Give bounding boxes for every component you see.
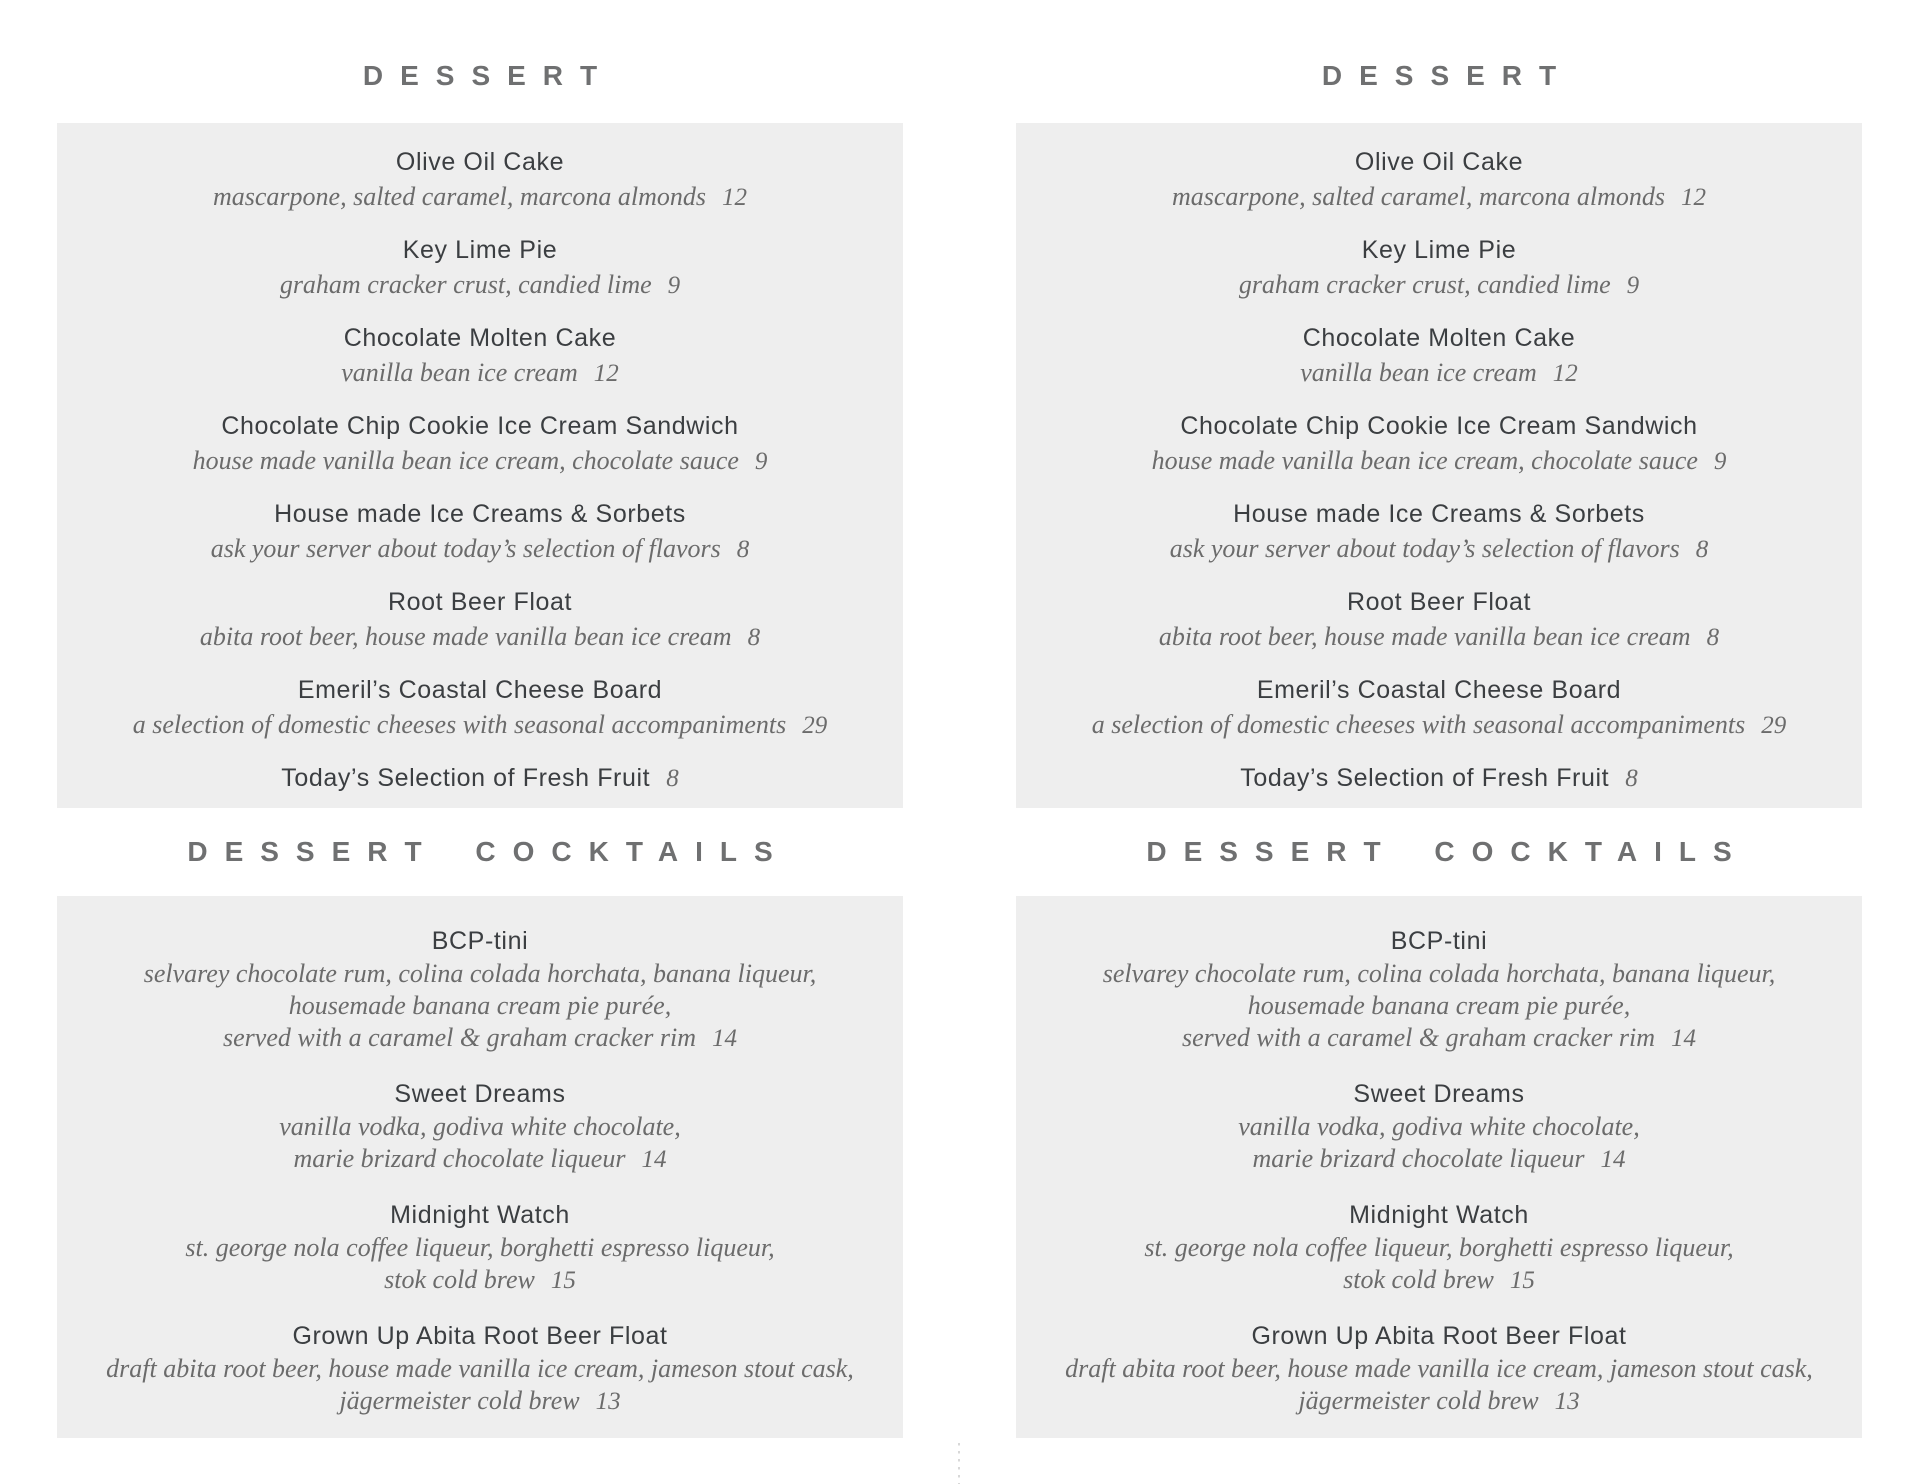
item-name: Sweet Dreams xyxy=(1353,1080,1525,1108)
menu-item xyxy=(1016,496,1862,567)
fold-dotted-line xyxy=(958,1443,960,1484)
item-name: Chocolate Molten Cake xyxy=(1302,324,1576,352)
item-description: ask your server about today’s selection of flavors 8 xyxy=(1169,534,1709,563)
item-price: 8 xyxy=(666,765,679,792)
menu-panel-right xyxy=(1016,0,1862,1484)
item-description: selvarey chocolate rum, colina colada horchata, banana liqueur, xyxy=(143,959,817,988)
menu-item xyxy=(57,924,903,1055)
item-description: stok cold brew 15 xyxy=(384,1265,576,1294)
item-price: 8 xyxy=(1706,624,1720,651)
item-name: Chocolate Chip Cookie Ice Cream Sandwich xyxy=(221,412,739,440)
item-name: Midnight Watch xyxy=(390,1201,570,1229)
item-description: vanilla vodka, godiva white chocolate, xyxy=(279,1112,681,1141)
item-price: 29 xyxy=(1761,712,1787,739)
menu-item xyxy=(1016,232,1862,303)
item-description: graham cracker crust, candied lime 9 xyxy=(1238,270,1640,299)
item-price: 14 xyxy=(641,1146,667,1173)
item-price: 15 xyxy=(1509,1267,1535,1294)
item-description: abita root beer, house made vanilla bean ice cream 8 xyxy=(199,622,761,651)
item-name: Emeril’s Coastal Cheese Board xyxy=(1256,676,1622,704)
menu-item xyxy=(1016,672,1862,743)
item-name: Emeril’s Coastal Cheese Board xyxy=(297,676,663,704)
item-price: 8 xyxy=(1695,536,1709,563)
item-description: marie brizard chocolate liqueur 14 xyxy=(1252,1144,1626,1173)
item-description: housemade banana cream pie purée, xyxy=(288,991,672,1020)
item-description: graham cracker crust, candied lime 9 xyxy=(279,270,681,299)
item-price: 13 xyxy=(595,1388,621,1415)
menu-item xyxy=(1016,408,1862,479)
item-name: Sweet Dreams xyxy=(394,1080,566,1108)
item-name: Key Lime Pie xyxy=(402,236,558,264)
menu-item xyxy=(1016,1077,1862,1176)
dessert-heading: DESSERT xyxy=(362,60,615,91)
item-description: a selection of domestic cheeses with seasonal accompaniments 29 xyxy=(132,710,828,739)
item-description: house made vanilla bean ice cream, chocolate sauce 9 xyxy=(192,446,768,475)
item-description: vanilla bean ice cream 12 xyxy=(1300,358,1578,387)
item-price: 14 xyxy=(711,1025,737,1052)
menu-item xyxy=(57,584,903,655)
item-price: 9 xyxy=(754,448,768,475)
dessert-cocktails-heading: DESSERT COCKTAILS xyxy=(187,836,790,867)
item-description: abita root beer, house made vanilla bean ice cream 8 xyxy=(1158,622,1720,651)
item-description: housemade banana cream pie purée, xyxy=(1247,991,1631,1020)
item-price: 8 xyxy=(747,624,761,651)
menu-item xyxy=(57,496,903,567)
item-description: vanilla bean ice cream 12 xyxy=(341,358,619,387)
menu-item xyxy=(1016,924,1862,1055)
menu-item xyxy=(1016,144,1862,215)
item-price: 9 xyxy=(1626,272,1640,299)
dessert-items-box xyxy=(57,123,903,808)
menu-panel-left xyxy=(57,0,903,1484)
item-name: Grown Up Abita Root Beer Float xyxy=(292,1322,668,1350)
dessert-cocktails-items-box xyxy=(57,896,903,1438)
menu-item xyxy=(57,672,903,743)
item-name: Olive Oil Cake xyxy=(1354,148,1524,176)
item-price: 8 xyxy=(736,536,750,563)
menu-item xyxy=(1016,1198,1862,1297)
item-name: BCP-tini xyxy=(1390,927,1488,955)
item-description: house made vanilla bean ice cream, chocolate sauce 9 xyxy=(1151,446,1727,475)
item-description: marie brizard chocolate liqueur 14 xyxy=(293,1144,667,1173)
dessert-cocktails-heading: DESSERT COCKTAILS xyxy=(1146,836,1749,867)
item-description: mascarpone, salted caramel, marcona almonds 12 xyxy=(213,182,747,211)
menu-item xyxy=(57,144,903,215)
item-name: Grown Up Abita Root Beer Float xyxy=(1251,1322,1627,1350)
menu-item xyxy=(57,760,903,797)
item-name: Olive Oil Cake xyxy=(395,148,565,176)
item-description: draft abita root beer, house made vanilla ice cream, jameson stout cask, xyxy=(106,1354,854,1383)
item-name: Root Beer Float xyxy=(387,588,573,616)
menu-item xyxy=(57,320,903,391)
item-description: mascarpone, salted caramel, marcona almonds 12 xyxy=(1172,182,1706,211)
item-name: Chocolate Chip Cookie Ice Cream Sandwich xyxy=(1180,412,1698,440)
item-description: served with a caramel & graham cracker rim 14 xyxy=(223,1023,737,1052)
item-price: 9 xyxy=(667,272,681,299)
item-price: 12 xyxy=(1680,184,1706,211)
item-price: 9 xyxy=(1713,448,1727,475)
item-name: Today’s Selection of Fresh Fruit 8 xyxy=(281,764,679,792)
item-price: 12 xyxy=(1552,360,1578,387)
item-price: 8 xyxy=(1625,765,1638,792)
menu-item xyxy=(1016,320,1862,391)
menu-item xyxy=(57,1077,903,1176)
item-description: jägermeister cold brew 13 xyxy=(339,1386,621,1415)
item-description: stok cold brew 15 xyxy=(1343,1265,1535,1294)
item-price: 13 xyxy=(1554,1388,1580,1415)
item-name: Key Lime Pie xyxy=(1361,236,1517,264)
dessert-heading: DESSERT xyxy=(1321,60,1574,91)
item-description: ask your server about today’s selection of flavors 8 xyxy=(210,534,750,563)
menu-item xyxy=(57,408,903,479)
item-description: vanilla vodka, godiva white chocolate, xyxy=(1238,1112,1640,1141)
item-name: BCP-tini xyxy=(431,927,529,955)
menu-item xyxy=(57,232,903,303)
dessert-items-box xyxy=(1016,123,1862,808)
item-description: served with a caramel & graham cracker rim 14 xyxy=(1182,1023,1696,1052)
item-description: jägermeister cold brew 13 xyxy=(1298,1386,1580,1415)
item-name: House made Ice Creams & Sorbets xyxy=(274,500,686,528)
item-price: 29 xyxy=(802,712,828,739)
item-name: Root Beer Float xyxy=(1346,588,1532,616)
item-description: st. george nola coffee liqueur, borghetti espresso liqueur, xyxy=(185,1233,775,1262)
item-price: 14 xyxy=(1600,1146,1626,1173)
menu-item xyxy=(57,1319,903,1418)
item-description: a selection of domestic cheeses with seasonal accompaniments 29 xyxy=(1091,710,1787,739)
item-description: selvarey chocolate rum, colina colada horchata, banana liqueur, xyxy=(1102,959,1776,988)
dessert-cocktails-items-box xyxy=(1016,896,1862,1438)
item-price: 12 xyxy=(593,360,619,387)
item-description: draft abita root beer, house made vanilla ice cream, jameson stout cask, xyxy=(1065,1354,1813,1383)
item-name: Chocolate Molten Cake xyxy=(343,324,617,352)
item-price: 12 xyxy=(721,184,747,211)
item-price: 15 xyxy=(550,1267,576,1294)
menu-item xyxy=(1016,760,1862,797)
item-name: Midnight Watch xyxy=(1349,1201,1529,1229)
item-name: House made Ice Creams & Sorbets xyxy=(1233,500,1645,528)
menu-item xyxy=(1016,584,1862,655)
menu-item xyxy=(1016,1319,1862,1418)
item-name: Today’s Selection of Fresh Fruit 8 xyxy=(1240,764,1638,792)
menu-item xyxy=(57,1198,903,1297)
item-price: 14 xyxy=(1670,1025,1696,1052)
item-description: st. george nola coffee liqueur, borghetti espresso liqueur, xyxy=(1144,1233,1734,1262)
